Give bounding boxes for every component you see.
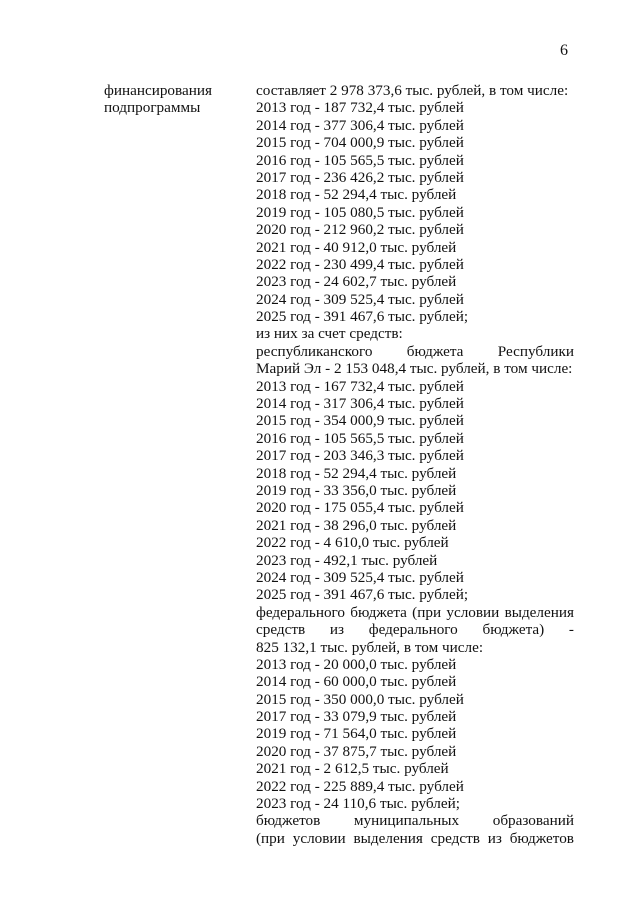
text-line: 2023 год - 24 110,6 тыс. рублей; bbox=[256, 795, 460, 813]
text-line: 2019 год - 71 564,0 тыс. рублей bbox=[256, 725, 457, 743]
text-line: 2017 год - 236 426,2 тыс. рублей bbox=[256, 168, 464, 186]
text-line: 2022 год - 225 889,4 тыс. рублей bbox=[256, 777, 464, 795]
text-line bbox=[256, 621, 574, 638]
text-line bbox=[256, 604, 574, 621]
text-line: 2022 год - 230 499,4 тыс. рублей bbox=[256, 255, 464, 273]
text-line: 2018 год - 52 294,4 тыс. рублей bbox=[256, 186, 457, 204]
text-line: 2019 год - 105 080,5 тыс. рублей bbox=[256, 203, 464, 221]
text-line: 2025 год - 391 467,6 тыс. рублей; bbox=[256, 308, 469, 326]
word: федерального bbox=[368, 621, 458, 639]
word: образований bbox=[492, 812, 574, 830]
text-line: 2015 год - 354 000,9 тыс. рублей bbox=[256, 412, 464, 430]
word: бюджета) bbox=[482, 621, 545, 639]
text-line: 2020 год - 37 875,7 тыс. рублей bbox=[256, 742, 457, 760]
text-line: Марий Эл - 2 153 048,4 тыс. рублей, в том числе: bbox=[256, 360, 573, 378]
text-line: 2017 год - 203 346,3 тыс. рублей bbox=[256, 447, 464, 465]
text-line bbox=[256, 830, 574, 847]
word: бюджета bbox=[406, 342, 464, 360]
word: средств bbox=[430, 829, 480, 847]
word: федерального bbox=[256, 603, 345, 621]
word: бюджета bbox=[350, 603, 407, 621]
text-line: 2013 год - 187 732,4 тыс. рублей bbox=[256, 99, 464, 117]
word: - bbox=[568, 621, 574, 639]
word: муниципальных bbox=[353, 812, 460, 830]
text-line: 2015 год - 350 000,0 тыс. рублей bbox=[256, 690, 464, 708]
text-line: 2020 год - 175 055,4 тыс. рублей bbox=[256, 499, 464, 517]
text-line: 2015 год - 704 000,9 тыс. рублей bbox=[256, 134, 464, 152]
word: бюджетов bbox=[509, 829, 574, 847]
text-line: 825 132,1 тыс. рублей, в том числе: bbox=[256, 638, 484, 656]
text-line: 2021 год - 40 912,0 тыс. рублей bbox=[256, 238, 457, 256]
text-line: 2017 год - 33 079,9 тыс. рублей bbox=[256, 708, 457, 726]
text-line bbox=[256, 343, 574, 360]
text-line: составляет 2 978 373,6 тыс. рублей, в том числе: bbox=[256, 82, 569, 99]
text-line: 2014 год - 377 306,4 тыс. рублей bbox=[256, 116, 464, 134]
text-line: 2016 год - 105 565,5 тыс. рублей bbox=[256, 429, 464, 447]
word: из bbox=[329, 621, 345, 639]
word: условии bbox=[446, 603, 500, 621]
row-label-line: финансирования bbox=[104, 82, 212, 99]
text-line: 2016 год - 105 565,5 тыс. рублей bbox=[256, 151, 464, 169]
row-label-line: подпрограммы bbox=[104, 99, 201, 117]
financing-text-column bbox=[256, 82, 574, 847]
text-line: 2024 год - 309 525,4 тыс. рублей bbox=[256, 290, 464, 308]
word: (при bbox=[256, 829, 285, 847]
text-line: 2020 год - 212 960,2 тыс. рублей bbox=[256, 221, 464, 239]
text-line: 2022 год - 4 610,0 тыс. рублей bbox=[256, 534, 449, 552]
text-line: 2023 год - 492,1 тыс. рублей bbox=[256, 551, 438, 569]
text-line: 2013 год - 20 000,0 тыс. рублей bbox=[256, 655, 457, 673]
text-line: 2014 год - 317 306,4 тыс. рублей bbox=[256, 395, 464, 413]
word: средств bbox=[256, 621, 306, 639]
text-line: 2023 год - 24 602,7 тыс. рублей bbox=[256, 273, 457, 291]
word: из bbox=[487, 829, 502, 847]
word: условии bbox=[292, 829, 346, 847]
text-line: 2024 год - 309 525,4 тыс. рублей bbox=[256, 568, 464, 586]
text-line: 2014 год - 60 000,0 тыс. рублей bbox=[256, 673, 457, 691]
text-line: 2019 год - 33 356,0 тыс. рублей bbox=[256, 481, 457, 499]
word: бюджетов bbox=[256, 812, 321, 830]
word: (при bbox=[412, 603, 442, 621]
word: выделения bbox=[504, 603, 574, 621]
text-line: 2018 год - 52 294,4 тыс. рублей bbox=[256, 464, 457, 482]
text-line: 2021 год - 38 296,0 тыс. рублей bbox=[256, 516, 457, 534]
text-line: 2021 год - 2 612,5 тыс. рублей bbox=[256, 760, 449, 778]
page-number: 6 bbox=[560, 42, 568, 59]
row-label-column bbox=[104, 82, 244, 117]
text-line: 2025 год - 391 467,6 тыс. рублей; bbox=[256, 586, 469, 604]
text-line bbox=[256, 812, 574, 829]
text-line: 2013 год - 167 732,4 тыс. рублей bbox=[256, 377, 464, 395]
word: выделения bbox=[353, 829, 423, 847]
text-line: из них за счет средств: bbox=[256, 325, 403, 343]
word: республиканского bbox=[256, 342, 373, 360]
word: Республики bbox=[497, 342, 574, 360]
